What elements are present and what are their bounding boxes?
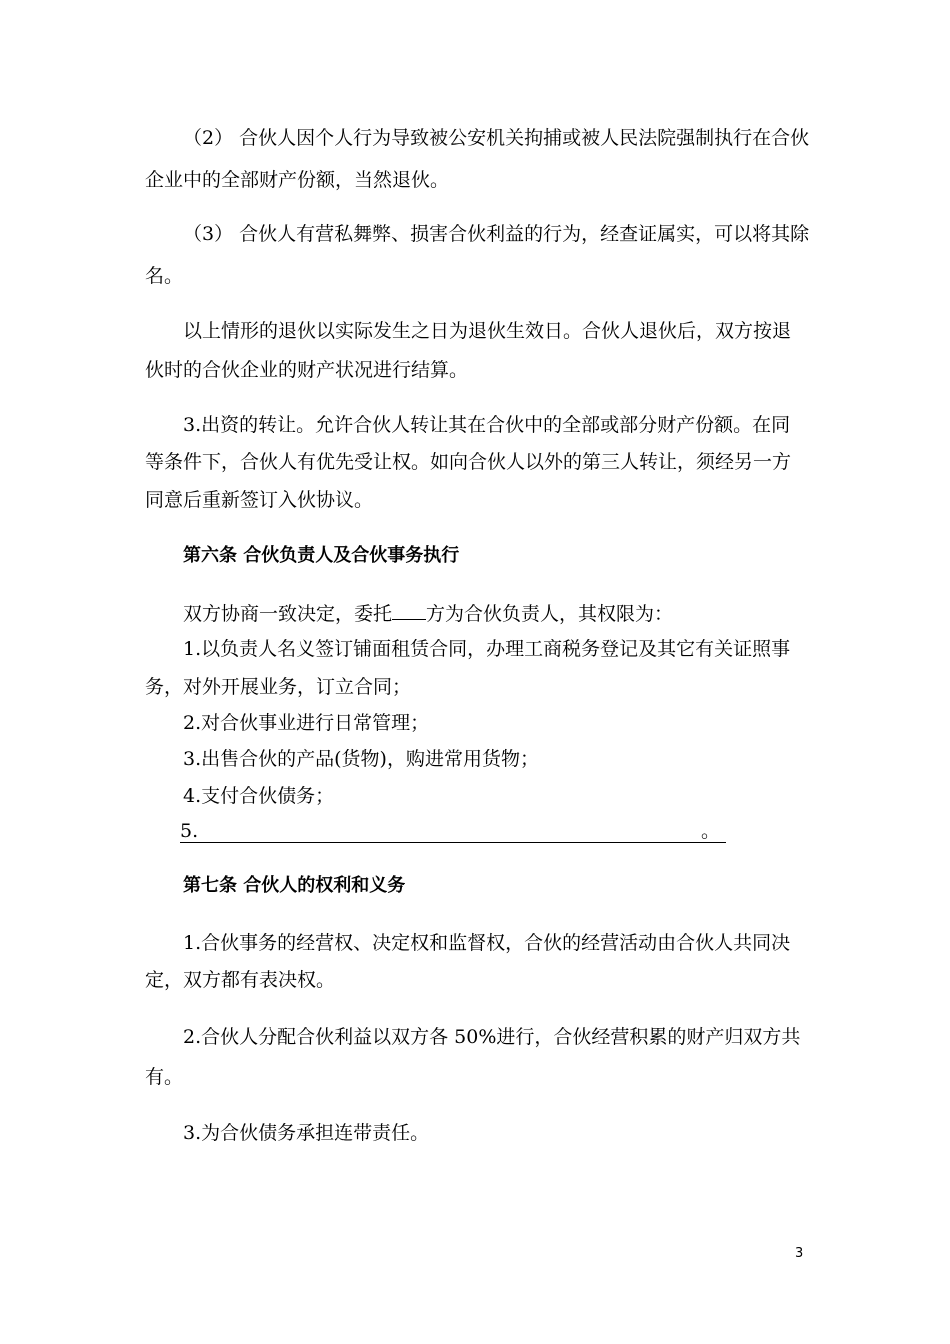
- intro-text-a: 双方协商一致决定，委托: [183, 603, 393, 625]
- article-6-item-5-end: 。: [700, 820, 720, 842]
- article-6-item-5: 5.: [180, 820, 199, 842]
- para-5-line-1: 3.出资的转让。允许合伙人转让其在合伙中的全部或部分财产份额。在同: [183, 414, 791, 436]
- article-6-heading: 第六条 合伙负责人及合伙事务执行: [183, 545, 460, 566]
- para-4-line-2: 伙时的合伙企业的财产状况进行结算。: [145, 359, 469, 381]
- article-7-item-2-line-2: 有。: [145, 1066, 184, 1088]
- article-7-item-1-line-2: 定，双方都有表决权。: [145, 969, 336, 991]
- para-5-line-2: 等条件下，合伙人有优先受让权。如向合伙人以外的第三人转让，须经另一方: [145, 451, 792, 473]
- article-6-item-2: 2.对合伙事业进行日常管理；: [183, 712, 430, 734]
- intro-text-b: 方为合伙负责人，其权限为：: [426, 603, 674, 625]
- article-6-item-1-line-1: 1.以负责人名义签订铺面租赁合同，办理工商税务登记及其它有关证照事: [183, 638, 791, 660]
- article-6-item-1-line-2: 务，对外开展业务，订立合同；: [145, 676, 412, 698]
- article-7-heading: 第七条 合伙人的权利和义务: [183, 875, 406, 896]
- article-7-item-1-line-1: 1.合伙事务的经营权、决定权和监督权，合伙的经营活动由合伙人共同决: [183, 932, 791, 954]
- article-6-item-5-underline: [180, 820, 726, 843]
- article-7-item-2-line-1: 2.合伙人分配合伙利益以双方各 50%进行，合伙经营积累的财产归双方共: [183, 1026, 801, 1048]
- article-7-item-3: 3.为合伙债务承担连带责任。: [183, 1122, 430, 1144]
- para-2-line-1: （2） 合伙人因个人行为导致被公安机关拘捕或被人民法院强制执行在合伙: [183, 127, 810, 149]
- para-4-line-1: 以上情形的退伙以实际发生之日为退伙生效日。合伙人退伙后，双方按退: [183, 320, 792, 342]
- para-3-line-1: （3） 合伙人有营私舞弊、损害合伙利益的行为，经查证属实，可以将其除: [183, 223, 810, 245]
- article-6-item-4: 4.支付合伙债务；: [183, 785, 335, 807]
- article-6-intro: [183, 601, 673, 626]
- para-2-line-2: 企业中的全部财产份额，当然退伙。: [145, 169, 450, 191]
- page-number: 3: [795, 1246, 804, 1261]
- blank-underline: [392, 601, 426, 620]
- para-3-line-2: 名。: [145, 265, 184, 287]
- article-6-item-3: 3.出售合伙的产品(货物)，购进常用货物；: [183, 748, 539, 770]
- para-5-line-3: 同意后重新签订入伙协议。: [145, 489, 374, 511]
